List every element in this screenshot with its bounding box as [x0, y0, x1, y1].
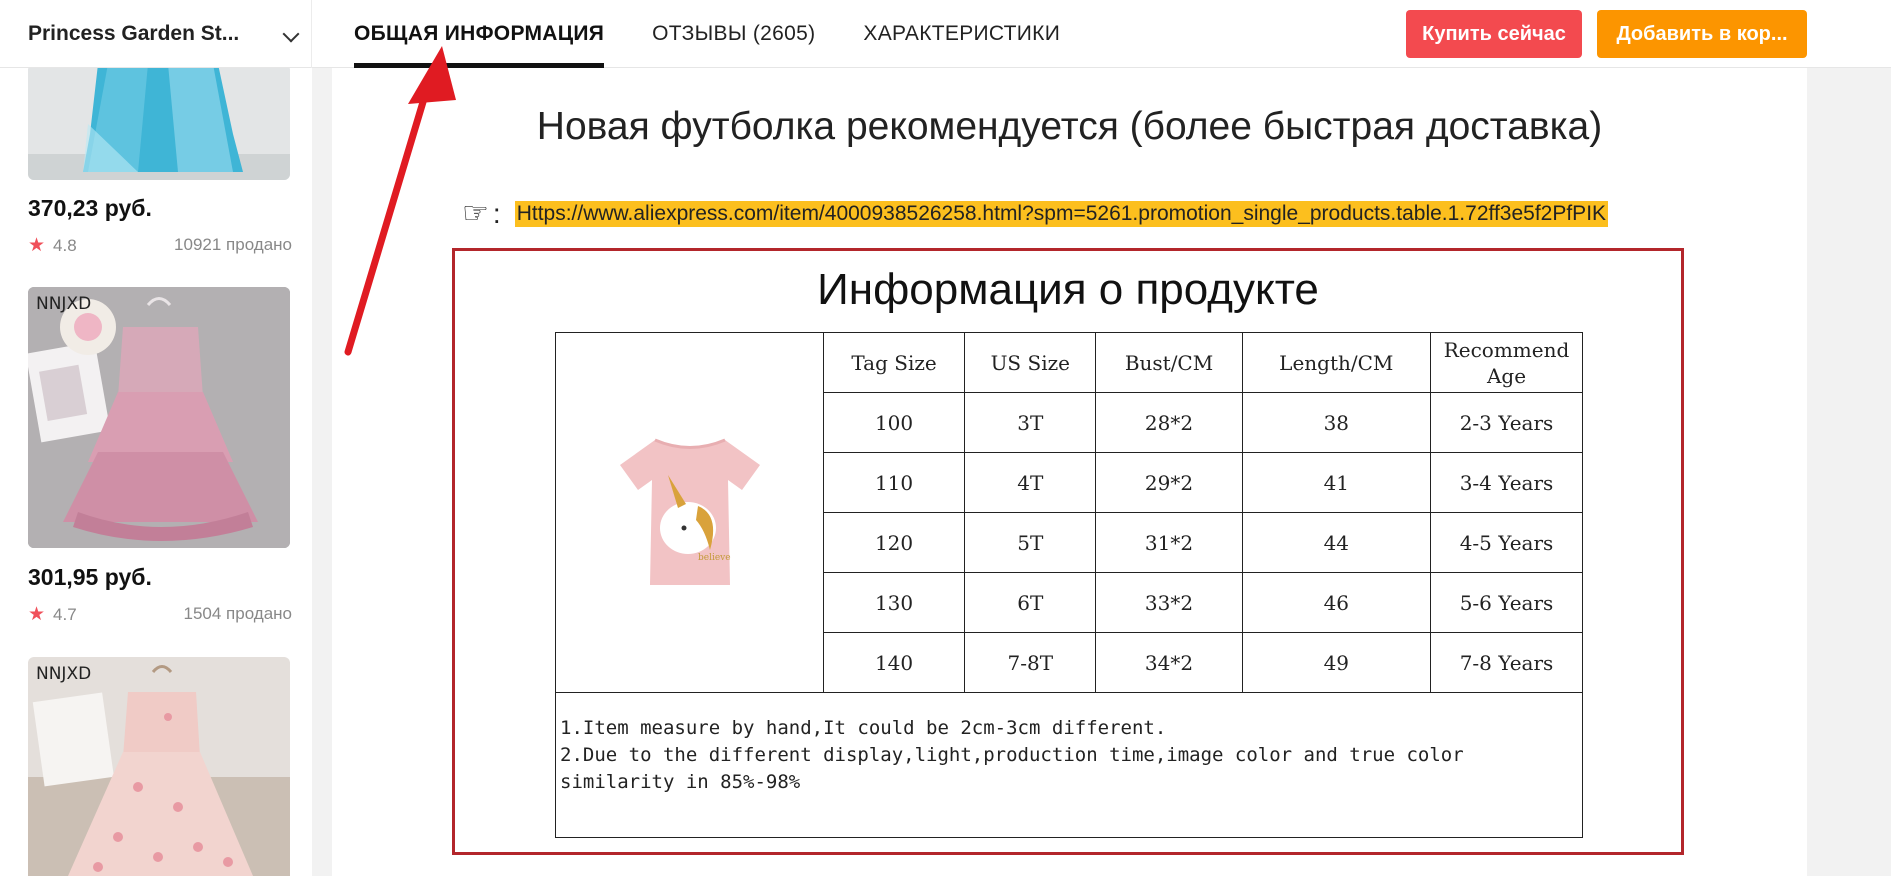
cell-tag-size: 130: [824, 573, 965, 633]
store-name: Princess Garden St...: [28, 22, 240, 45]
cell-us-size: 6T: [965, 573, 1096, 633]
link-colon: :: [492, 197, 501, 229]
note-line: 2.Due to the different display,light,production time,image color and true color: [560, 744, 1464, 766]
unicorn-tshirt-image: [610, 420, 770, 600]
header-bust: Bust/CM: [1096, 333, 1242, 393]
sold-count: 10921 продано: [174, 235, 292, 254]
cell-bust: 31*2: [1096, 513, 1242, 573]
tab-reviews[interactable]: ОТЗЫВЫ (2605): [652, 22, 816, 45]
table-notes-row: [556, 693, 1583, 838]
product-rating: [28, 234, 77, 257]
store-products-sidebar: [0, 68, 312, 876]
cell-bust: 34*2: [1096, 633, 1242, 693]
tab-overview[interactable]: ОБЩАЯ ИНФОРМАЦИЯ: [354, 0, 604, 68]
product-info-image: [452, 248, 1684, 855]
cell-bust: 33*2: [1096, 573, 1242, 633]
cell-length: 38: [1242, 393, 1430, 453]
product-price: 301,95 руб.: [28, 564, 152, 590]
star-icon: ★: [28, 235, 46, 256]
cell-tag-size: 110: [824, 453, 965, 513]
cell-length: 44: [1242, 513, 1430, 573]
brand-logo-text: NNJXD: [36, 294, 92, 314]
tshirt-image-cell: [556, 333, 824, 693]
add-to-cart-button[interactable]: Добавить в кор...: [1597, 10, 1807, 58]
store-selector[interactable]: [0, 0, 312, 68]
product-card[interactable]: [28, 68, 292, 258]
product-card[interactable]: [28, 657, 292, 876]
chevron-down-icon[interactable]: [283, 26, 300, 43]
table-header-row: [556, 333, 1583, 393]
product-info-title: Информация о продукте: [817, 265, 1319, 314]
cell-age: 5-6 Years: [1431, 573, 1583, 633]
recommended-product-link[interactable]: Https://www.aliexpress.com/item/4000938526258.html?spm=5261.promotion_single_products.table.1.72ff3e5f2PfPIK: [516, 201, 1607, 225]
sold-count: 1504 продано: [183, 604, 292, 623]
header-length: Length/CM: [1242, 333, 1430, 393]
cell-tag-size: 100: [824, 393, 965, 453]
cell-length: 46: [1242, 573, 1430, 633]
cell-length: 41: [1242, 453, 1430, 513]
tab-bar: [354, 0, 1108, 68]
size-chart-table: [555, 332, 1583, 838]
note-line: 1.Item measure by hand,It could be 2cm-3cm different.: [560, 717, 1167, 739]
buy-now-button[interactable]: Купить сейчас: [1406, 10, 1582, 58]
product-price: 370,23 руб.: [28, 195, 152, 221]
product-description: [332, 68, 1807, 876]
cell-us-size: 4T: [965, 453, 1096, 513]
product-image-floral-dress[interactable]: [28, 657, 290, 876]
tab-specifications[interactable]: ХАРАКТЕРИСТИКИ: [863, 22, 1061, 45]
star-icon: ★: [28, 604, 46, 625]
cell-age: 4-5 Years: [1431, 513, 1583, 573]
cell-bust: 28*2: [1096, 393, 1242, 453]
rating-value: 4.7: [53, 604, 77, 624]
cell-age: 3-4 Years: [1431, 453, 1583, 513]
product-image-blue-dress[interactable]: [28, 64, 290, 180]
header-recommend-age: Recommend Age: [1431, 333, 1583, 393]
product-image-pink-tutu-dress[interactable]: [28, 287, 290, 548]
cell-us-size: 3T: [965, 393, 1096, 453]
svg-text:believe: believe: [697, 553, 731, 563]
recommended-link-row: [462, 196, 1608, 231]
pointing-hand-icon: ☞: [462, 197, 489, 230]
cell-us-size: 5T: [965, 513, 1096, 573]
cell-tag-size: 140: [824, 633, 965, 693]
product-rating: [28, 603, 77, 626]
cell-us-size: 7-8T: [965, 633, 1096, 693]
cell-length: 49: [1242, 633, 1430, 693]
note-line: similarity in 85%-98%: [560, 771, 801, 793]
cell-age: 2-3 Years: [1431, 393, 1583, 453]
cell-tag-size: 120: [824, 513, 965, 573]
header-tag-size: Tag Size: [824, 333, 965, 393]
description-heading: Новая футболка рекомендуется (более быстрая доставка): [536, 105, 1603, 148]
header-us-size: US Size: [965, 333, 1096, 393]
cell-age: 7-8 Years: [1431, 633, 1583, 693]
size-notes: [556, 693, 1583, 838]
cell-bust: 29*2: [1096, 453, 1242, 513]
rating-value: 4.8: [53, 235, 77, 255]
product-nav-bar: [0, 0, 1891, 68]
product-card[interactable]: [28, 287, 292, 627]
brand-logo-text: NNJXD: [36, 664, 92, 684]
